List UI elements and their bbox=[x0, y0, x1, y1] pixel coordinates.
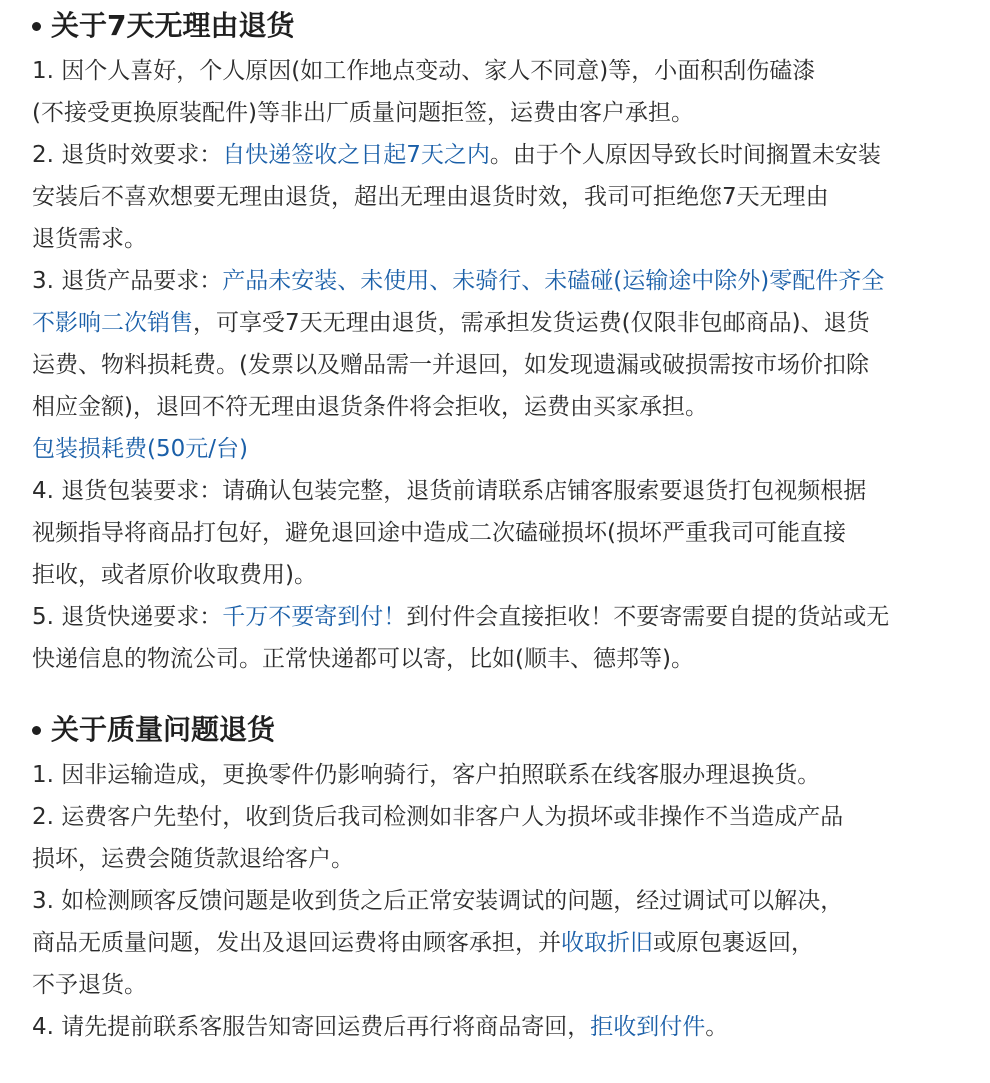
text-line bbox=[32, 302, 972, 344]
text-line bbox=[32, 344, 972, 386]
body-text: 或原包裹返回， bbox=[653, 930, 814, 956]
highlight-text: 包装损耗费(50元/台) bbox=[32, 436, 248, 462]
body-text: (不接受更换原装配件)等非出厂质量问题拒签，运费由客户承担。 bbox=[32, 100, 694, 126]
body-text: 3. 退货产品要求： bbox=[32, 268, 223, 294]
body-text: 2. 退货时效要求： bbox=[32, 142, 223, 168]
return-policy-page bbox=[0, 6, 990, 1083]
body-text: 。由于个人原因导致长时间搁置未安装 bbox=[489, 142, 881, 168]
body-text: 运费、物料损耗费。(发票以及赠品需一并退回，如发现遗漏或破损需按市场价扣除 bbox=[32, 352, 869, 378]
bullet-dot-icon bbox=[32, 726, 41, 735]
text-line bbox=[32, 386, 972, 428]
text-line bbox=[32, 838, 972, 880]
quality-return-heading bbox=[32, 710, 972, 750]
highlight-text: 拒收到付件 bbox=[590, 1014, 706, 1040]
body-text: 安装后不喜欢想要无理由退货，超出无理由退货时效，我司可拒绝您7天无理由 bbox=[32, 184, 829, 210]
body-text: 1. 因个人喜好，个人原因(如工作地点变动、家人不同意)等，小面积刮伤磕漆 bbox=[32, 58, 816, 84]
body-text: 快递信息的物流公司。正常快递都可以寄，比如(顺丰、德邦等)。 bbox=[32, 646, 694, 672]
text-line bbox=[32, 638, 972, 680]
body-text: 。 bbox=[705, 1014, 729, 1040]
text-line bbox=[32, 134, 972, 176]
text-line bbox=[32, 754, 972, 796]
text-line bbox=[32, 470, 972, 512]
highlight-text: 自快递签收之日起7天之内 bbox=[222, 142, 490, 168]
body-text: 1. 因非运输造成，更换零件仍影响骑行，客户拍照联系在线客服办理退换货。 bbox=[32, 762, 821, 788]
body-text: 5. 退货快递要求： bbox=[32, 604, 223, 630]
text-line bbox=[32, 92, 972, 134]
seven-day-return-body bbox=[32, 50, 972, 680]
seven-day-return-heading bbox=[32, 6, 972, 46]
body-text: 3. 如检测顾客反馈问题是收到货之后正常安装调试的问题，经过调试可以解决， bbox=[32, 888, 844, 914]
text-line bbox=[32, 1006, 972, 1048]
body-text: 到付件会直接拒收！不要寄需要自提的货站或无 bbox=[406, 604, 890, 630]
text-line bbox=[32, 260, 972, 302]
text-line bbox=[32, 596, 972, 638]
text-line bbox=[32, 554, 972, 596]
text-line bbox=[32, 964, 972, 1006]
highlight-text: 收取折旧 bbox=[561, 930, 653, 956]
body-text: 不予退货。 bbox=[32, 972, 147, 998]
text-line bbox=[32, 880, 972, 922]
seven-day-return-section bbox=[32, 6, 972, 680]
text-line bbox=[32, 50, 972, 92]
text-line bbox=[32, 218, 972, 260]
body-text: 2. 运费客户先垫付，收到货后我司检测如非客户人为损坏或非操作不当造成产品 bbox=[32, 804, 844, 830]
seven-day-return-title: 关于7天无理由退货 bbox=[51, 9, 295, 42]
quality-return-title: 关于质量问题退货 bbox=[51, 713, 276, 746]
text-line bbox=[32, 176, 972, 218]
body-text: 退货需求。 bbox=[32, 226, 147, 252]
quality-return-body bbox=[32, 754, 972, 1048]
highlight-text: 产品未安装、未使用、未骑行、未磕碰(运输途中除外)零配件齐全 bbox=[222, 268, 885, 294]
body-text: 视频指导将商品打包好，避免退回途中造成二次磕碰损坏(损坏严重我司可能直接 bbox=[32, 520, 846, 546]
bullet-dot-icon bbox=[32, 22, 41, 31]
highlight-text: 千万不要寄到付！ bbox=[222, 604, 407, 630]
body-text: 4. 退货包装要求：请确认包装完整，退货前请联系店铺客服索要退货打包视频根据 bbox=[32, 478, 867, 504]
body-text: 相应金额)，退回不符无理由退货条件将会拒收，运费由买家承担。 bbox=[32, 394, 708, 420]
text-line bbox=[32, 512, 972, 554]
quality-return-section bbox=[32, 710, 972, 1048]
body-text: ，可享受7天无理由退货，需承担发货运费(仅限非包邮商品)、退货 bbox=[193, 310, 870, 336]
body-text: 商品无质量问题，发出及退回运费将由顾客承担，并 bbox=[32, 930, 561, 956]
body-text: 损坏，运费会随货款退给客户。 bbox=[32, 846, 354, 872]
highlight-text: 不影响二次销售 bbox=[32, 310, 193, 336]
text-line bbox=[32, 922, 972, 964]
text-line bbox=[32, 428, 972, 470]
text-line bbox=[32, 796, 972, 838]
body-text: 4. 请先提前联系客服告知寄回运费后再行将商品寄回， bbox=[32, 1014, 591, 1040]
body-text: 拒收，或者原价收取费用)。 bbox=[32, 562, 317, 588]
